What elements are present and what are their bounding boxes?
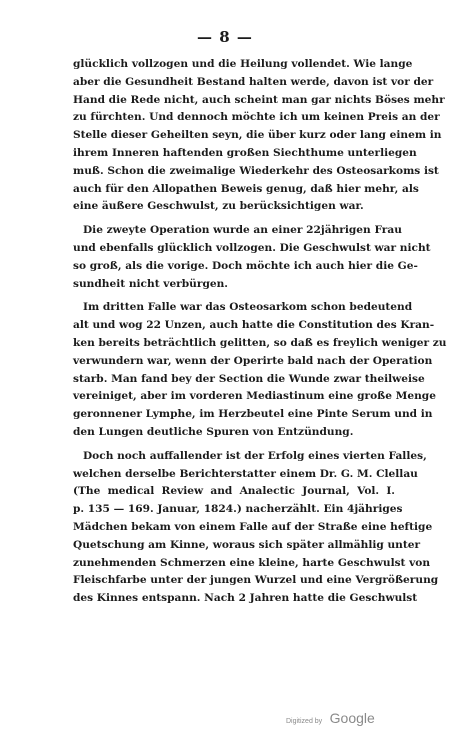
text-line: des Kinnes entspann. Nach 2 Jahren hatte die Geschwulst <box>73 592 418 605</box>
paragraph <box>73 222 431 293</box>
text-line: verwundern war, wenn der Operirte bald nach der Operation <box>73 354 433 367</box>
text-line: glücklich vollzogen und die Heilung vollendet. Wie lange <box>73 58 413 70</box>
text-line: geronnener Lymphe, im Herzbeutel eine Pinte Serum und in <box>73 408 433 421</box>
google-logo: Google <box>329 710 375 726</box>
text-line: Doch noch auffallender ist der Erfolg eines vierten Falles, <box>83 449 427 462</box>
text-line: auch für den Allopathen Beweis genug, daß hier mehr, als <box>73 182 419 195</box>
body-text <box>73 56 447 608</box>
digitized-by-watermark <box>286 710 375 728</box>
paragraph <box>73 448 439 608</box>
text-line: Stelle dieser Geheilten seyn, die über kurz oder lang einem in <box>73 129 442 142</box>
text-line: Quetschung am Kinne, woraus sich später allmählig unter <box>73 538 421 551</box>
text-line: starb. Man fand bey der Section die Wunde zwar theilweise <box>73 372 425 385</box>
paragraph <box>73 56 445 216</box>
text-line: Mädchen bekam von einem Falle auf der Straße eine heftige <box>73 520 433 533</box>
page-number: — 8 — <box>197 28 253 46</box>
text-line: und ebenfalls glücklich vollzogen. Die Geschwulst war nicht <box>73 241 431 254</box>
text-line: alt und wog 22 Unzen, auch hatte die Constitution des Kran- <box>73 319 435 332</box>
text-line: aber die Gesundheit Bestand halten werde, davon ist vor der <box>73 75 434 88</box>
text-line: p. 135 — 169. Januar, 1824.) nacherzählt. Ein 4jähriges <box>73 503 403 516</box>
text-line: Im dritten Falle war das Osteosarkom schon bedeutend <box>83 301 413 314</box>
text-line: Hand die Rede nicht, auch scheint man gar nichts Böses mehr <box>73 93 445 106</box>
text-line: muß. Schon die zweimalige Wiederkehr des Osteosarkoms ist <box>73 164 439 177</box>
text-line: zunehmenden Schmerzen eine kleine, harte Geschwulst von <box>73 556 431 569</box>
text-line: vereiniget, aber im vorderen Mediastinum eine große Menge <box>73 390 436 403</box>
text-line: (The medical Review and Analectic Journal, Vol. I. <box>73 485 395 498</box>
text-line: Fleischfarbe unter der jungen Wurzel und eine Vergrößerung <box>73 574 439 587</box>
paragraph <box>73 299 447 441</box>
text-line: welchen derselbe Berichterstatter einem Dr. G. M. Clellau <box>73 467 418 480</box>
text-line: ken bereits beträchtlich gelitten, so daß es freylich weniger zu <box>73 336 447 349</box>
text-line: zu fürchten. Und dennoch möchte ich um keinen Preis an der <box>73 111 440 124</box>
text-line: Die zweyte Operation wurde an einer 22jährigen Frau <box>83 224 402 237</box>
text-line: ihrem Inneren haftenden großen Siechthume unterliegen <box>73 146 417 159</box>
text-line: so groß, als die vorige. Doch möchte ich auch hier die Ge- <box>73 259 418 272</box>
text-line: den Lungen deutliche Spuren von Entzündung. <box>73 425 354 438</box>
text-line: eine äußere Geschwulst, zu berücksichtigen war. <box>73 200 364 213</box>
text-line: sundheit nicht verbürgen. <box>73 277 228 290</box>
digitized-by-label: Digitized by <box>286 718 323 725</box>
